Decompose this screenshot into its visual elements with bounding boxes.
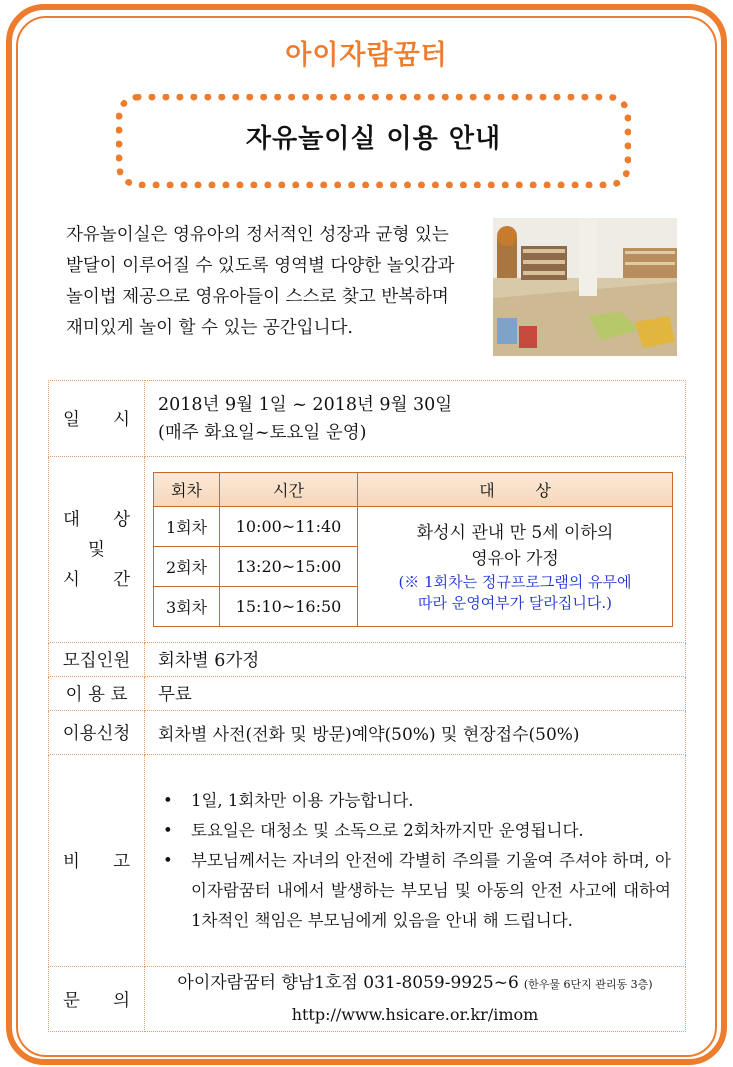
session-time: 15:10~16:50 (220, 587, 358, 627)
intro-line: 재미있게 놀이 할 수 있는 공간입니다. (66, 318, 353, 338)
capacity-label: 모집인원 (49, 643, 145, 677)
row-remarks (49, 755, 686, 967)
label-char: 시 (63, 569, 80, 590)
row-date (49, 381, 686, 457)
row-fee (49, 677, 686, 711)
info-table (48, 380, 686, 1032)
schedule-table (153, 472, 673, 627)
contact-url[interactable]: http://www.hsicare.or.kr/imom (291, 1005, 539, 1024)
fee-label: 이 용 료 (49, 677, 145, 711)
list-item: • 1일, 1회차만 이용 가능합니다. (191, 786, 685, 816)
contact-line (145, 968, 685, 1000)
capacity-value: 회차별 6가정 (145, 643, 686, 677)
contact-address: (한우물 6단지 관리동 3층) (523, 978, 653, 991)
date-label (49, 381, 145, 457)
target-cell (358, 507, 673, 627)
label-char: 일 (63, 410, 80, 430)
target-line: 영유아 가정 (471, 548, 559, 569)
row-apply (49, 711, 686, 755)
playroom-photo (493, 218, 677, 356)
remarks-label (49, 755, 145, 967)
label-char: 의 (113, 990, 130, 1011)
org-name: 아이자람꿈터 (285, 40, 448, 71)
label-char: 비 (63, 852, 80, 872)
intro-text (66, 220, 482, 344)
label-char: 문 (63, 990, 80, 1011)
list-item: • 부모님께서는 자녀의 안전에 각별히 주의를 기울여 주셔야 하며, 아이자람꿈터 내에서 발생하는 부모님 및 아동의 안전 사고에 대하여 1차적인 책임은 부모님에게 있음을 안내 해 드립니다. (191, 846, 685, 936)
intro-line: 발달이 이루어질 수 있도록 영역별 다양한 놀잇감과 (66, 256, 455, 276)
date-range: 2018년 9월 1일 ~ 2018년 9월 30일 (158, 394, 453, 415)
intro-line: 놀이법 제공으로 영유아들이 스스로 찾고 반복하며 (66, 287, 449, 307)
remarks-list (145, 786, 685, 936)
playroom-illustration (493, 218, 677, 356)
note-line: (※ 1회차는 정규프로그램의 유무에 (398, 572, 632, 591)
label-char: 고 (113, 852, 130, 872)
session-name: 2회차 (154, 547, 220, 587)
header-session: 회차 (154, 473, 220, 507)
list-item: • 토요일은 대청소 및 소독으로 2회차까지만 운영됩니다. (191, 816, 685, 846)
note-line: 따라 운영여부가 달라집니다.) (417, 593, 613, 612)
header-target: 대 상 (358, 473, 673, 507)
intro-line: 자유놀이실은 영유아의 정서적인 성장과 균형 있는 (66, 225, 449, 245)
session-name: 1회차 (154, 507, 220, 547)
apply-label: 이용신청 (49, 711, 145, 755)
label-char: 시 (113, 410, 130, 430)
apply-value: 회차별 사전(전화 및 방문)예약(50%) 및 현장접수(50%) (145, 711, 686, 755)
page-title: 자유놀이실 이용 안내 (245, 124, 502, 154)
contact-phone: 아이자람꿈터 향남1호점 031-8059-9925~6 (177, 973, 519, 993)
session-name: 3회차 (154, 587, 220, 627)
date-days: (매주 화요일~토요일 운영) (158, 422, 367, 443)
target-line: 화성시 관내 만 5세 이하의 (416, 522, 614, 543)
fee-value: 무료 (145, 677, 686, 711)
date-value (145, 381, 686, 457)
label-char: 대 (63, 509, 80, 530)
table-row (154, 507, 673, 547)
contact-value (145, 967, 686, 1032)
session-time: 10:00~11:40 (220, 507, 358, 547)
label-char: 및 (88, 539, 105, 560)
schedule-label (49, 457, 145, 643)
session-time: 13:20~15:00 (220, 547, 358, 587)
schedule-cell (145, 457, 686, 643)
row-schedule (49, 457, 686, 643)
remarks-value (145, 755, 686, 967)
row-capacity (49, 643, 686, 677)
row-contact (49, 967, 686, 1032)
contact-label (49, 967, 145, 1032)
label-char: 상 (113, 509, 130, 530)
header-time: 시간 (220, 473, 358, 507)
label-char: 간 (113, 569, 130, 590)
